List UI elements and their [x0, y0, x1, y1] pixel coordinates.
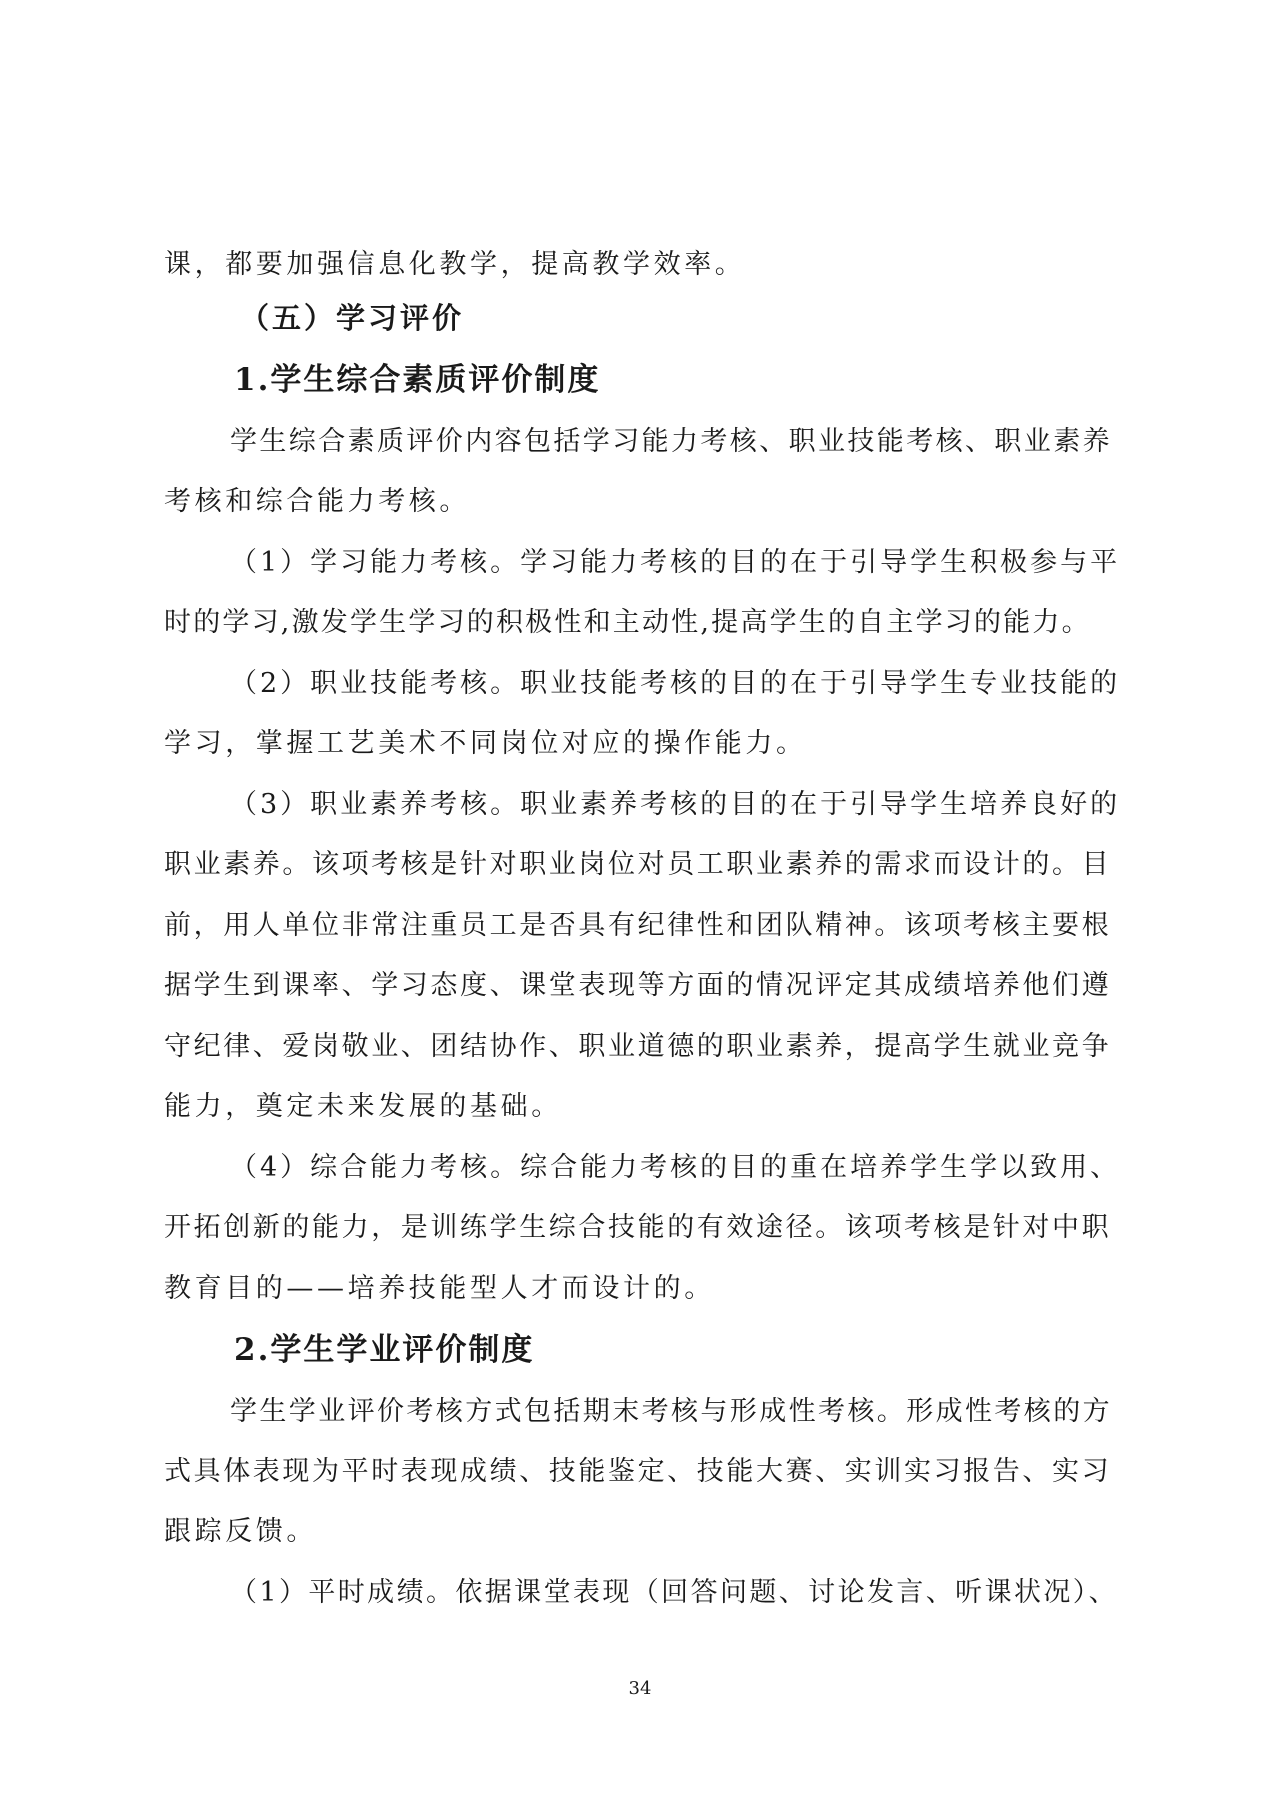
paragraph-line: 学生学业评价考核方式包括期末考核与形成性考核。形成性考核的方: [230, 1396, 1112, 1427]
paragraph-line: （1）学习能力考核。学习能力考核的目的在于引导学生积极参与平: [230, 547, 1121, 578]
page-number: 34: [628, 1678, 652, 1699]
paragraph-line: （2）职业技能考核。职业技能考核的目的在于引导学生专业技能的: [230, 668, 1121, 699]
paragraph-line: （1）平时成绩。依据课堂表现（回答问题、讨论发言、听课状况）、: [230, 1577, 1119, 1608]
paragraph-line: 学习，掌握工艺美术不同岗位对应的操作能力。: [164, 728, 807, 759]
paragraph-line: 考核和综合能力考核。: [164, 486, 470, 517]
subsection-heading: 2.学生学业评价制度: [234, 1332, 535, 1368]
paragraph-line: 学生综合素质评价内容包括学习能力考核、职业技能考核、职业素养: [230, 426, 1112, 457]
paragraph-line: 时的学习,激发学生学习的积极性和主动性,提高学生的自主学习的能力。: [164, 607, 1091, 638]
paragraph-line: （4）综合能力考核。综合能力考核的目的重在培养学生学以致用、: [230, 1152, 1121, 1183]
paragraph-line: 教育目的——培养技能型人才而设计的。: [164, 1273, 715, 1304]
paragraph-line: 据学生到课率、学习态度、课堂表现等方面的情况评定其成绩培养他们遵: [164, 970, 1112, 1001]
paragraph-line: 跟踪反馈。: [164, 1516, 317, 1547]
paragraph-line: 开拓创新的能力，是训练学生综合技能的有效途径。该项考核是针对中职: [164, 1212, 1112, 1243]
subsection-heading: 1.学生综合素质评价制度: [234, 362, 601, 398]
section-heading: （五）学习评价: [240, 301, 465, 335]
paragraph-line: 能力，奠定未来发展的基础。: [164, 1091, 562, 1122]
paragraph-line: 前，用人单位非常注重员工是否具有纪律性和团队精神。该项考核主要根: [164, 910, 1112, 941]
paragraph-line: 式具体表现为平时表现成绩、技能鉴定、技能大赛、实训实习报告、实习: [164, 1456, 1112, 1487]
paragraph-line: （3）职业素养考核。职业素养考核的目的在于引导学生培养良好的: [230, 789, 1121, 820]
paragraph-line: 守纪律、爱岗敬业、团结协作、职业道德的职业素养，提高学生就业竞争: [164, 1031, 1112, 1062]
paragraph-line: 课，都要加强信息化教学，提高教学效率。: [164, 249, 746, 280]
paragraph-line: 职业素养。该项考核是针对职业岗位对员工职业素养的需求而设计的。目: [164, 849, 1112, 880]
